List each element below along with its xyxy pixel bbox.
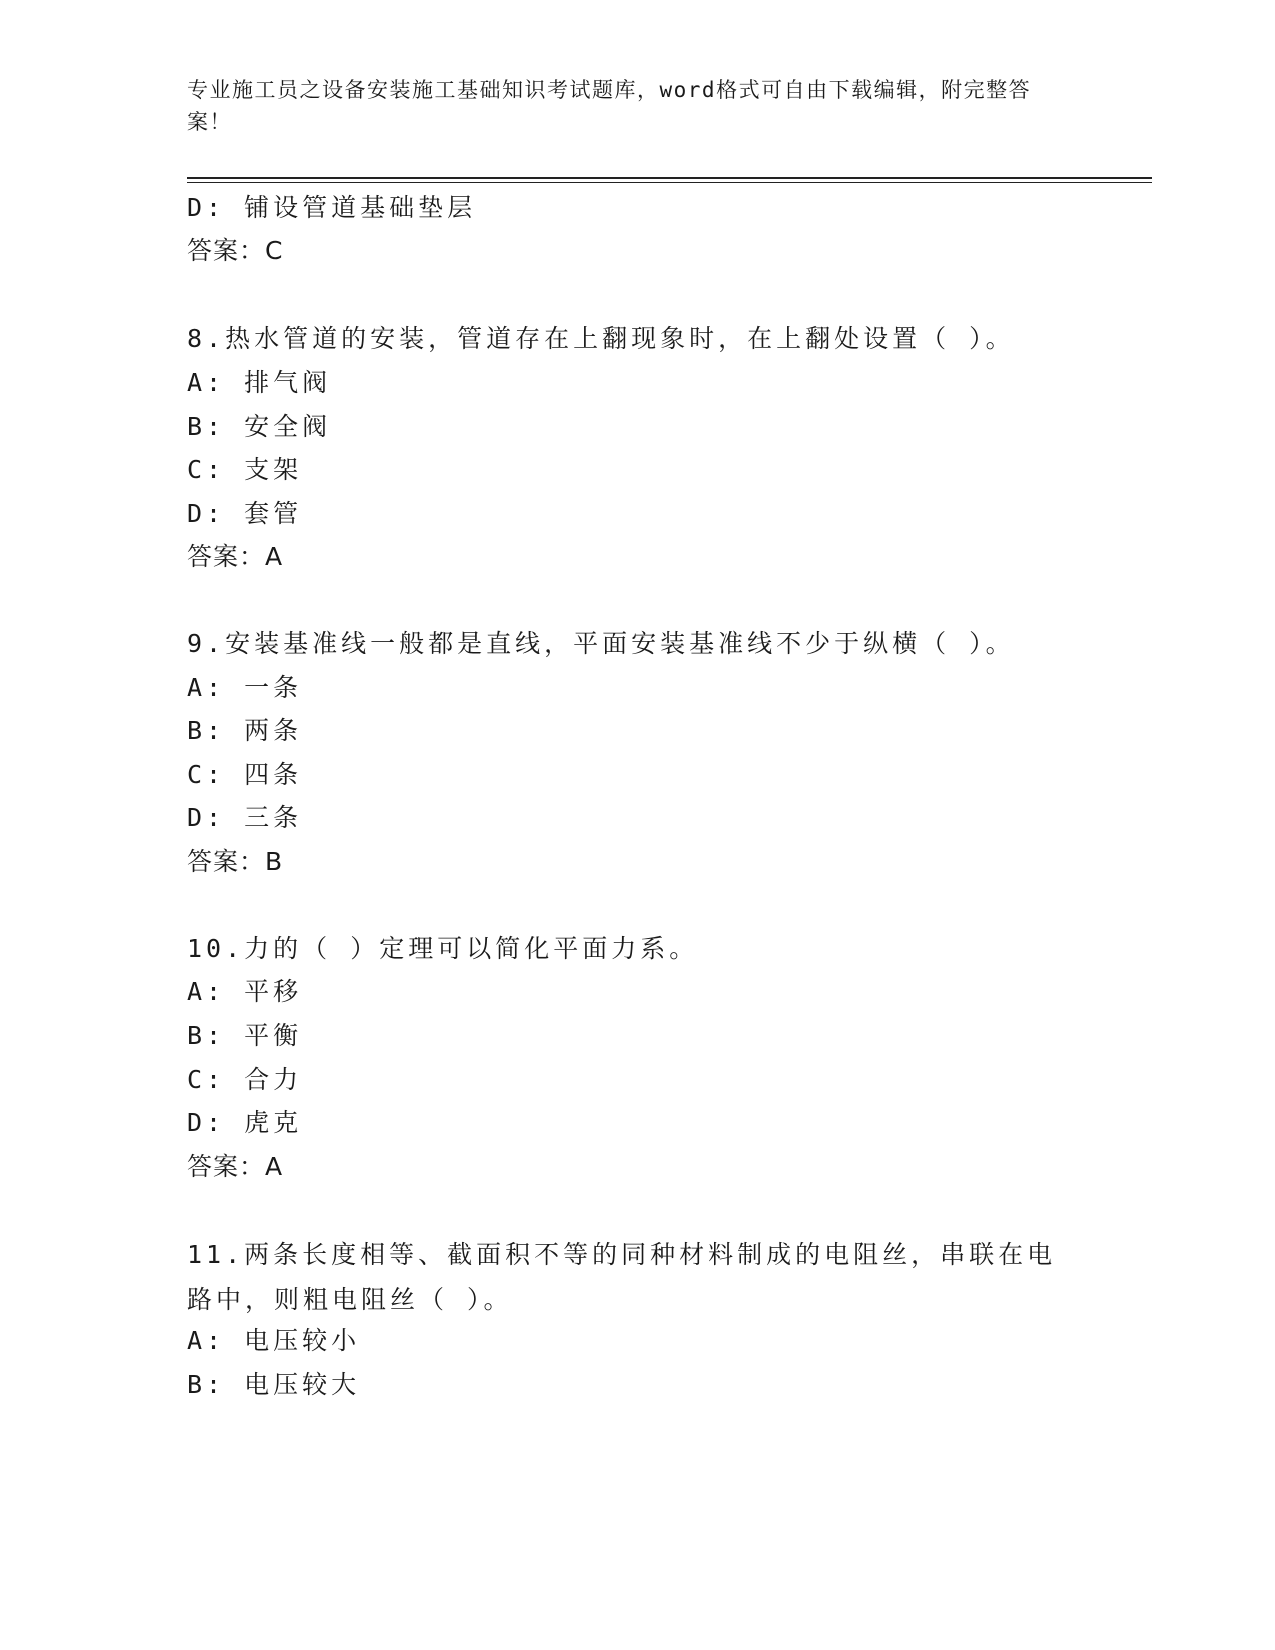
- prev-answer: 答案：C: [187, 236, 284, 265]
- question-8-option-a: A: 排气阀: [187, 368, 332, 397]
- question-11-option-b: B: 电压较大: [187, 1370, 361, 1399]
- header-rule-thin: [187, 182, 1152, 183]
- document-header: 专业施工员之设备安装施工基础知识考试题库，word格式可自由下载编辑，附完整答案！: [187, 78, 1032, 134]
- header-rule-thick: [187, 177, 1152, 179]
- question-9-option-a: A: 一条: [187, 673, 303, 702]
- question-8-option-b: B: 安全阀: [187, 412, 332, 441]
- prev-option-d: D: 铺设管道基础垫层: [187, 193, 477, 222]
- question-9-option-b: B: 两条: [187, 716, 303, 745]
- question-9-stem: 9.安装基准线一般都是直线，平面安装基准线不少于纵横（ ）。: [187, 629, 1015, 658]
- question-8-option-c: C: 支架: [187, 455, 303, 484]
- question-8-answer: 答案：A: [187, 542, 284, 571]
- question-8-option-d: D: 套管: [187, 499, 303, 528]
- question-11-stem: 11.两条长度相等、截面积不等的同种材料制成的电阻丝，串联在电路中，则粗电阻丝（ ）。: [187, 1240, 1057, 1314]
- question-10-option-a: A: 平移: [187, 977, 303, 1006]
- question-9-answer: 答案：B: [187, 847, 284, 876]
- question-10-stem: 10.力的（ ）定理可以简化平面力系。: [187, 934, 699, 963]
- question-10-option-c: C: 合力: [187, 1065, 303, 1094]
- question-9-option-d: D: 三条: [187, 803, 303, 832]
- question-10-option-d: D: 虎克: [187, 1108, 303, 1137]
- question-10-answer: 答案：A: [187, 1152, 284, 1181]
- question-9-option-c: C: 四条: [187, 760, 303, 789]
- question-8-stem: 8.热水管道的安装，管道存在上翻现象时，在上翻处设置（ ）。: [187, 324, 1015, 353]
- question-11-option-a: A: 电压较小: [187, 1326, 361, 1355]
- question-10-option-b: B: 平衡: [187, 1021, 303, 1050]
